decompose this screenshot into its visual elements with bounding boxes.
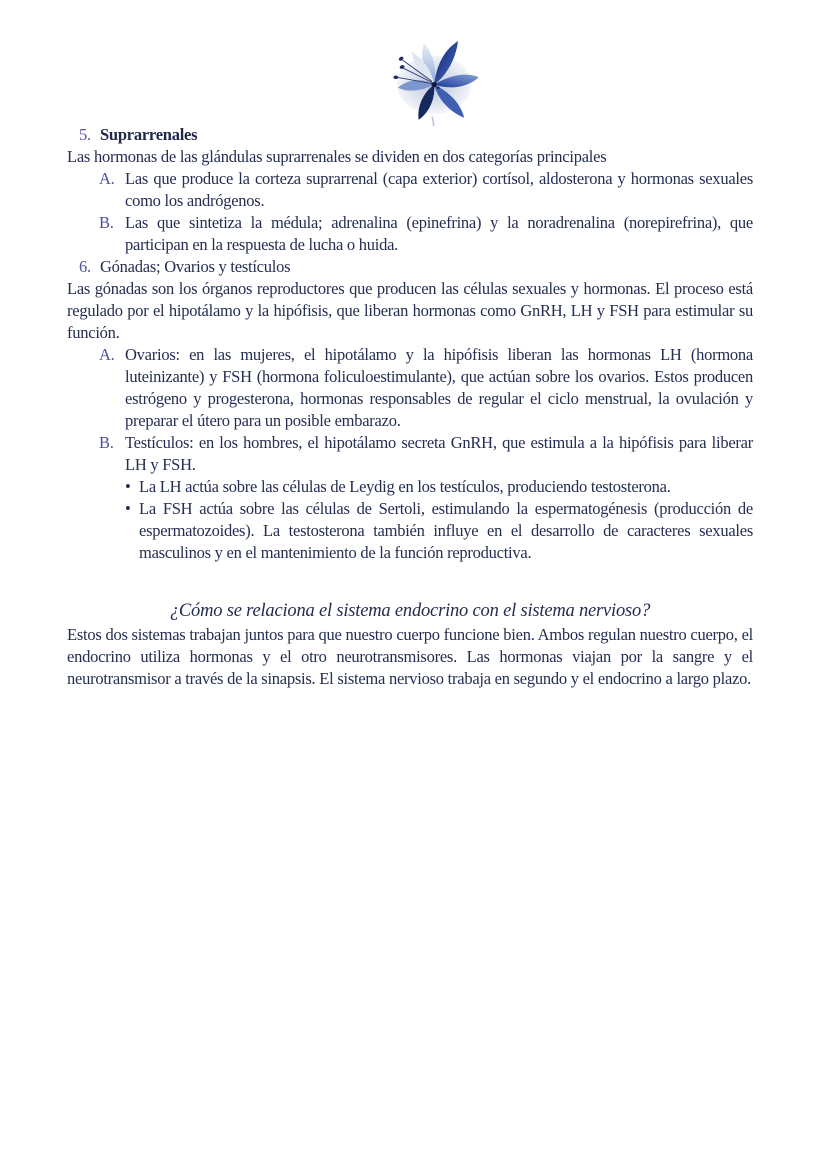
closing-paragraph: Estos dos sistemas trabajan juntos para que nuestro cuerpo funcione bien. Ambos regulan nuestro cuerpo, el endocrino utiliza hormonas y el otro neurotransmisores. Las hormonas viajan por la sangre y el neurotransmisor a través de la sinapsis. El sistema nervioso trabaja en segundo y el endocrino a largo plazo. <box>67 625 753 688</box>
bullet-text: La LH actúa sobre las células de Leydig en los testículos, produciendo testosterona. <box>139 477 671 496</box>
lily-flower-image <box>372 38 484 126</box>
sub-item-text: Las que sintetiza la médula; adrenalina (epinefrina) y la noradrenalina (norepirefrina), que participan en la respuesta de lucha o huida. <box>125 213 753 254</box>
question-heading: ¿Cómo se relaciona el sistema endocrino con el sistema nervioso? <box>169 601 651 621</box>
list-item-6 <box>67 256 753 278</box>
sub-item-text: Ovarios: en las mujeres, el hipotálamo y la hipófisis liberan las hormonas LH (hormona luteinizante) y FSH (hormona foliculoestimulante), que actúan sobre los ovarios. Estos producen estrógeno y progesterona, hormonas responsables de regular el ciclo menstrual, la ovulación y preparar el útero para un posible embarazo. <box>125 345 753 430</box>
item-5-intro-paragraph: Las hormonas de las glándulas suprarrenales se dividen en dos categorías principales <box>67 147 607 166</box>
bullet-item-lh <box>125 476 753 498</box>
sub-item-6b-body <box>125 432 753 564</box>
bullet-item-fsh <box>125 498 753 564</box>
sub-item-marker: B. <box>99 433 114 452</box>
list-item-6-title: Gónadas; Ovarios y testículos <box>100 257 291 276</box>
list-number: 6. <box>79 257 91 276</box>
document-content <box>67 124 753 690</box>
sub-item-text: Las que produce la corteza suprarrenal (capa exterior) cortísol, aldosterona y hormonas sexuales como los andrógenos. <box>125 169 753 210</box>
blue-lily-icon <box>372 38 484 126</box>
list-number: 5. <box>79 125 91 144</box>
bullet-dot-icon: • <box>125 499 131 518</box>
list-item-5-title: Suprarrenales <box>100 125 198 144</box>
sub-item-5a <box>67 168 753 212</box>
sub-item-6a <box>67 344 753 432</box>
list-item-5 <box>67 124 753 146</box>
sub-item-text: Testículos: en los hombres, el hipotálamo secreta GnRH, que estimula a la hipófisis para liberar LH y FSH. <box>125 433 753 474</box>
sub-item-6b <box>67 432 753 564</box>
item-6-intro-paragraph: Las gónadas son los órganos reproductores que producen las células sexuales y hormonas. El proceso está regulado por el hipotálamo y la hipófisis, que liberan hormonas como GnRH, LH y FSH para estimular su función. <box>67 279 753 342</box>
sub-item-marker: B. <box>99 213 114 232</box>
sub-item-5b <box>67 212 753 256</box>
sub-item-marker: A. <box>99 169 115 188</box>
sub-item-marker: A. <box>99 345 115 364</box>
bullet-dot-icon: • <box>125 477 131 496</box>
bullet-text: La FSH actúa sobre las células de Sertoli, estimulando la espermatogénesis (producción de espermatozoides). La testosterona también influye en el desarrollo de caracteres sexuales masculinos y en el mantenimiento de la función reproductiva. <box>139 499 753 562</box>
